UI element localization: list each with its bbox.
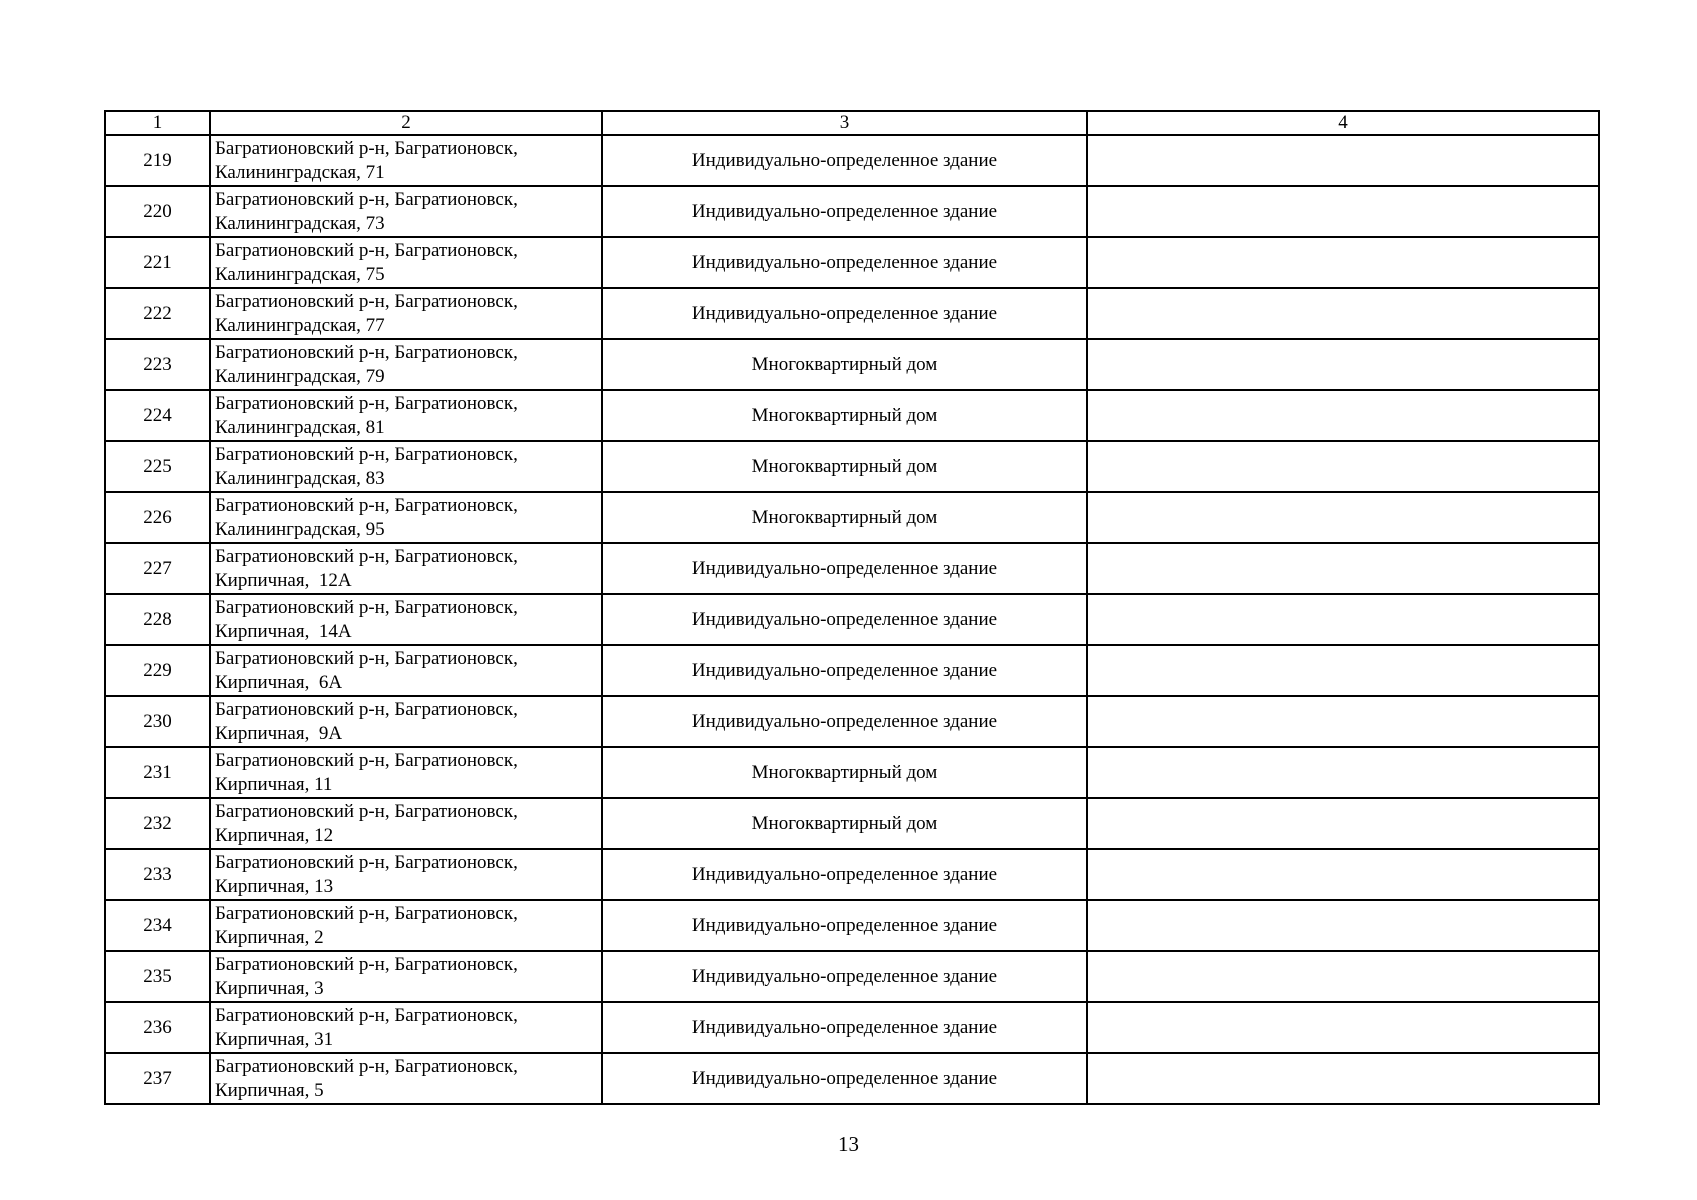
address-line-1: Багратионовский р-н, Багратионовск,: [215, 393, 518, 414]
address-line-2: Кирпичная, 6А: [215, 672, 343, 693]
column-4-cell: [1087, 747, 1599, 798]
address-line-1: Багратионовский р-н, Багратионовск,: [215, 597, 518, 618]
column-header-4: 4: [1087, 111, 1599, 135]
address-line-2: Кирпичная, 31: [215, 1029, 334, 1050]
address-line-1: Багратионовский р-н, Багратионовск,: [215, 138, 518, 159]
address-cell: [210, 186, 602, 237]
object-type-cell: Многоквартирный дом: [602, 441, 1087, 492]
table-row: [105, 1053, 1599, 1104]
object-type-cell: Индивидуально-определенное здание: [602, 1002, 1087, 1053]
address-cell: [210, 441, 602, 492]
address-cell: [210, 594, 602, 645]
object-type-cell: Индивидуально-определенное здание: [602, 849, 1087, 900]
table-row: [105, 135, 1599, 186]
table-row: [105, 237, 1599, 288]
address-line-2: Кирпичная, 14А: [215, 621, 352, 642]
address-line-2: Кирпичная, 5: [215, 1080, 324, 1101]
address-line-1: Багратионовский р-н, Багратионовск,: [215, 546, 518, 567]
object-type-cell: Индивидуально-определенное здание: [602, 594, 1087, 645]
column-4-cell: [1087, 288, 1599, 339]
table-body: [105, 135, 1599, 1104]
column-4-cell: [1087, 594, 1599, 645]
column-header-2: 2: [210, 111, 602, 135]
page-number: 13: [838, 1132, 859, 1156]
row-number-cell: 235: [105, 951, 210, 1002]
row-number-cell: 232: [105, 798, 210, 849]
address-line-1: Багратионовский р-н, Багратионовск,: [215, 648, 518, 669]
address-line-2: Калининградская, 77: [215, 315, 385, 336]
object-type-cell: Многоквартирный дом: [602, 492, 1087, 543]
column-4-cell: [1087, 186, 1599, 237]
address-line-2: Калининградская, 79: [215, 366, 385, 387]
address-line-1: Багратионовский р-н, Багратионовск,: [215, 444, 518, 465]
address-line-1: Багратионовский р-н, Багратионовск,: [215, 342, 518, 363]
table-row: [105, 747, 1599, 798]
address-line-1: Багратионовский р-н, Багратионовск,: [215, 240, 518, 261]
table-row: [105, 441, 1599, 492]
address-cell: [210, 288, 602, 339]
object-type-cell: Многоквартирный дом: [602, 339, 1087, 390]
object-type-cell: Многоквартирный дом: [602, 798, 1087, 849]
address-cell: [210, 900, 602, 951]
column-4-cell: [1087, 492, 1599, 543]
address-line-2: Кирпичная, 11: [215, 774, 333, 795]
table-row: [105, 849, 1599, 900]
address-line-2: Кирпичная, 9А: [215, 723, 343, 744]
row-number-cell: 226: [105, 492, 210, 543]
address-cell: [210, 696, 602, 747]
address-cell: [210, 237, 602, 288]
column-4-cell: [1087, 441, 1599, 492]
object-type-cell: Индивидуально-определенное здание: [602, 543, 1087, 594]
row-number-cell: 224: [105, 390, 210, 441]
address-line-2: Калининградская, 75: [215, 264, 385, 285]
row-number-cell: 223: [105, 339, 210, 390]
address-line-2: Кирпичная, 12А: [215, 570, 352, 591]
table-row: [105, 1002, 1599, 1053]
column-4-cell: [1087, 696, 1599, 747]
object-type-cell: Индивидуально-определенное здание: [602, 951, 1087, 1002]
address-cell: [210, 645, 602, 696]
row-number-cell: 228: [105, 594, 210, 645]
table-row: [105, 594, 1599, 645]
row-number-cell: 229: [105, 645, 210, 696]
column-4-cell: [1087, 900, 1599, 951]
address-cell: [210, 492, 602, 543]
table-row: [105, 798, 1599, 849]
column-4-cell: [1087, 1053, 1599, 1104]
address-line-1: Багратионовский р-н, Багратионовск,: [215, 903, 518, 924]
table-row: [105, 390, 1599, 441]
object-type-cell: Индивидуально-определенное здание: [602, 288, 1087, 339]
row-number-cell: 220: [105, 186, 210, 237]
address-cell: [210, 1002, 602, 1053]
column-header-3: 3: [602, 111, 1087, 135]
row-number-cell: 225: [105, 441, 210, 492]
column-4-cell: [1087, 645, 1599, 696]
address-line-2: Калининградская, 73: [215, 213, 385, 234]
object-type-cell: Индивидуально-определенное здание: [602, 645, 1087, 696]
object-type-cell: Индивидуально-определенное здание: [602, 135, 1087, 186]
column-4-cell: [1087, 798, 1599, 849]
object-type-cell: Многоквартирный дом: [602, 390, 1087, 441]
address-line-1: Багратионовский р-н, Багратионовск,: [215, 801, 518, 822]
header-row: [105, 111, 1599, 135]
row-number-cell: 233: [105, 849, 210, 900]
table-row: [105, 339, 1599, 390]
object-type-cell: Индивидуально-определенное здание: [602, 237, 1087, 288]
address-cell: [210, 339, 602, 390]
table-row: [105, 696, 1599, 747]
object-type-cell: Индивидуально-определенное здание: [602, 186, 1087, 237]
address-line-1: Багратионовский р-н, Багратионовск,: [215, 699, 518, 720]
table-row: [105, 543, 1599, 594]
row-number-cell: 234: [105, 900, 210, 951]
column-4-cell: [1087, 849, 1599, 900]
address-line-1: Багратионовский р-н, Багратионовск,: [215, 954, 518, 975]
row-number-cell: 230: [105, 696, 210, 747]
row-number-cell: 222: [105, 288, 210, 339]
address-cell: [210, 798, 602, 849]
registry-table: [104, 110, 1600, 1105]
address-line-2: Калининградская, 71: [215, 162, 385, 183]
address-cell: [210, 1053, 602, 1104]
address-cell: [210, 543, 602, 594]
row-number-cell: 227: [105, 543, 210, 594]
table-row: [105, 492, 1599, 543]
address-cell: [210, 849, 602, 900]
address-line-1: Багратионовский р-н, Багратионовск,: [215, 291, 518, 312]
row-number-cell: 219: [105, 135, 210, 186]
object-type-cell: Индивидуально-определенное здание: [602, 696, 1087, 747]
address-line-2: Кирпичная, 3: [215, 978, 324, 999]
table-row: [105, 645, 1599, 696]
row-number-cell: 231: [105, 747, 210, 798]
address-line-2: Кирпичная, 13: [215, 876, 334, 897]
address-line-2: Калининградская, 81: [215, 417, 385, 438]
row-number-cell: 221: [105, 237, 210, 288]
column-4-cell: [1087, 543, 1599, 594]
column-4-cell: [1087, 390, 1599, 441]
address-line-1: Багратионовский р-н, Багратионовск,: [215, 1005, 518, 1026]
column-4-cell: [1087, 135, 1599, 186]
address-cell: [210, 390, 602, 441]
row-number-cell: 237: [105, 1053, 210, 1104]
address-line-1: Багратионовский р-н, Багратионовск,: [215, 852, 518, 873]
object-type-cell: Индивидуально-определенное здание: [602, 900, 1087, 951]
column-4-cell: [1087, 339, 1599, 390]
object-type-cell: Многоквартирный дом: [602, 747, 1087, 798]
column-4-cell: [1087, 1002, 1599, 1053]
table-row: [105, 288, 1599, 339]
row-number-cell: 236: [105, 1002, 210, 1053]
address-cell: [210, 951, 602, 1002]
address-line-2: Кирпичная, 12: [215, 825, 334, 846]
address-line-1: Багратионовский р-н, Багратионовск,: [215, 750, 518, 771]
object-type-cell: Индивидуально-определенное здание: [602, 1053, 1087, 1104]
address-line-2: Калининградская, 95: [215, 519, 385, 540]
column-4-cell: [1087, 237, 1599, 288]
column-4-cell: [1087, 951, 1599, 1002]
table-row: [105, 900, 1599, 951]
address-cell: [210, 747, 602, 798]
address-line-1: Багратионовский р-н, Багратионовск,: [215, 189, 518, 210]
table-row: [105, 951, 1599, 1002]
address-line-1: Багратионовский р-н, Багратионовск,: [215, 495, 518, 516]
address-line-2: Калининградская, 83: [215, 468, 385, 489]
column-header-1: 1: [105, 111, 210, 135]
table-row: [105, 186, 1599, 237]
address-cell: [210, 135, 602, 186]
address-line-2: Кирпичная, 2: [215, 927, 324, 948]
address-line-1: Багратионовский р-н, Багратионовск,: [215, 1056, 518, 1077]
